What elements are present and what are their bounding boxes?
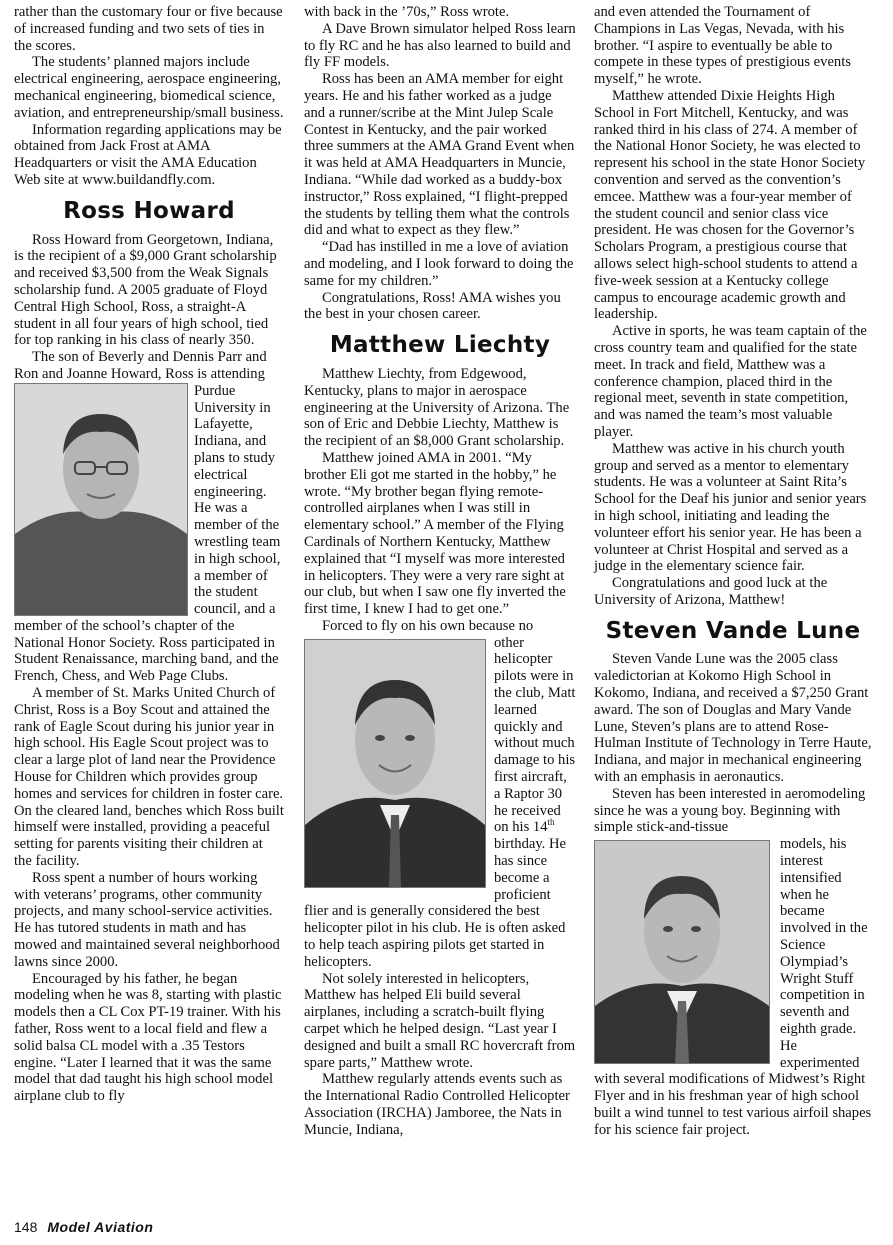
paragraph: The students’ planned majors include electrical engineering, aerospace engineering, mechanical engineering, biomedical science, aviation, and entrepreneurship/small business. <box>14 54 284 121</box>
paragraph: Ross spent a number of hours working with veterans’ programs, other community projects, and many school-service activities. He has tutored students in math and has mowed and maintained several neighborhood lawns since 2000. <box>14 869 280 970</box>
page-footer <box>14 1219 153 1235</box>
column-2 <box>304 4 576 1139</box>
paragraph: Purdue University in Lafayette, Indiana, and plans to study electrical engineering. He was a member of the wrestling team in high school, a member of the student council, and a member of the school’s chapter of the National Honor Society. Ross participated in Student Renaissance, marching band, and the French, Chess, and Web Page Clubs. <box>14 382 281 685</box>
paragraph: rather than the customary four or five because of increased funding and two sets of ties in the scores. <box>14 4 283 54</box>
paragraph: and even attended the Tournament of Champions in Las Vegas, Nevada, with his brother. “I aspire to eventually be able to compete in these types of prestigious events myself,” he wrote. <box>594 4 851 88</box>
paragraph: with back in the ’70s,” Ross wrote. <box>304 4 510 20</box>
section-heading-matthew-liechty: Matthew Liechty <box>329 332 551 359</box>
paragraph: Ross Howard from Georgetown, Indiana, is the recipient of a $9,000 Grant scholarship and received $3,500 from the Weak Signals scholarship fund. A 2005 graduate of Floyd Central High School, Ross, a straight-A student in all four years of high school, tied for top ranking in his class of nearly 350. <box>14 231 277 349</box>
paragraph: Congratulations and good luck at the University of Arizona, Matthew! <box>594 575 828 608</box>
page-number: 148 <box>14 1219 38 1235</box>
paragraph: A member of St. Marks United Church of Christ, Ross is a Boy Scout and attained the rank of Eagle Scout during his junior year in high school. His Eagle Scout project was to clear a large plot of land near the Providence House for Children which provides group homes and services for children in foster care. On the cleared land, benches which Ross built himself were installed, providing a peaceful setting for parents visiting their children at the facility. <box>14 685 284 870</box>
section-heading-steven-vande-lune: Steven Vande Lune <box>605 617 861 644</box>
text-run: other helicopter pilots were in the club, Matt learned quickly and without much damage to his first aircraft, a Raptor 30 he received on his 14 <box>494 634 576 836</box>
paragraph: Congratulations, Ross! AMA wishes you the best in your chosen career. <box>304 289 561 323</box>
paragraph: Active in sports, he was team captain of the cross country team and qualified for the state meet. In track and field, Matthew was a conference champion, placed third in the regional meet, seventh in state competition, and was named the team’s most valuable player. <box>594 323 867 440</box>
paragraph: “Dad has instilled in me a love of aviation and modeling, and I look forward to doing the same for my children.” <box>304 239 574 289</box>
paragraph: Matthew joined AMA in 2001. “My brother Eli got me started in the hobby,” he wrote. “My brother began flying remote-controlled airplanes when I was still in elementary school.” A member of the Flying Cardinals of Northern Kentucky, Matthew explained that “I myself was more interested in helicopters. They were a very rare sight at our club, but when I saw one fly inverted the first time, I knew I had to get one.” <box>304 449 566 618</box>
text-run: birthday. He has since become a proficient flier and is generally considered the best helicopter pilot in his club. He is often asked to help teach aspiring pilots get started in helicopters. <box>304 836 566 970</box>
paragraph: models, his interest intensified when he became involved in the Science Olympiad’s Wright Stuff competition in seventh and eighth grade. He experimented with several modifications of Midwest’s Right Flyer and in his freshman year of high school built a wind tunnel to test various airfoil shapes for his science fair project. <box>594 836 872 1138</box>
ross-howard-photo <box>14 383 188 616</box>
paragraph: Matthew Liechty, from Edgewood, Kentucky, plans to major in aerospace engineering at the University of Arizona. The son of Eric and Debbie Liechty, Matthew is the recipient of an $8,000 Grant scholarship. <box>304 365 570 450</box>
paragraph: Not solely interested in helicopters, Matthew has helped Eli build several airplanes, including a scratch-built flying carpet which he helped design. “Last year I designed and built a small RC hovercraft from spare parts,” Matthew wrote. <box>304 970 576 1071</box>
paragraph: Steven has been interested in aeromodeling since he was a young boy. Beginning with simple stick-and-tissue <box>594 785 866 836</box>
paragraph: Matthew attended Dixie Heights High School in Fort Mitchell, Kentucky, and was ranked third in his class of 274. A member of the National Honor Society, he was elected to represent his school in the state Honor Society convention and served as the convention’s emcee. Matthew was a four-year member of the student council and senior class vice president. He was chosen for the Governor’s Scholars Program, a prestigious course that allows select high-school students to attend a five-week session at a Kentucky college campus to encourage academic growth and leadership. <box>594 87 866 323</box>
superscript: th <box>547 817 555 828</box>
paragraph: Forced to fly on his own because no <box>322 617 534 634</box>
paragraph: Steven Vande Lune was the 2005 class valedictorian at Kokomo High School in Kokomo, Indiana, and received a $7,250 Grant award. The son of Douglas and Mary Vande Lune, Steven’s plans are to attend Rose-Hulman Institute of Technology in Terre Haute, Indiana, and major in mechanical engineering with an emphasis in aeronautics. <box>594 651 872 786</box>
paragraph: The son of Beverly and Dennis Parr and Ron and Joanne Howard, Ross is attending <box>14 349 267 382</box>
section-heading-ross-howard: Ross Howard <box>63 197 235 224</box>
paragraph: Matthew regularly attends events such as the International Radio Controlled Helicopter Association (IRCHA) Jamboree, the Nats in Muncie, Indiana, <box>304 1071 570 1138</box>
steven-vande-lune-photo <box>594 840 770 1064</box>
column-1 <box>14 4 284 1105</box>
paragraph: Information regarding applications may be obtained from Jack Frost at AMA Headquarters or visit the AMA Education Web site at www.buildandfly.com. <box>14 121 282 188</box>
paragraph: Matthew was active in his church youth group and served as a mentor to elementary students. He was a volunteer at Saint Rita’s School for the Deaf his junior and senior years in high school, initiating and leading the volunteer effort his senior year. He has been a volunteer at Christ Hospital and served as a judge in the elementary science fair. <box>594 440 867 575</box>
magazine-name: Model Aviation <box>47 1219 154 1235</box>
paragraph: A Dave Brown simulator helped Ross learn to fly RC and he has also learned to build and fly FF models. <box>304 20 576 71</box>
matthew-liechty-photo <box>304 639 486 888</box>
paragraph: Ross has been an AMA member for eight years. He and his father worked as a judge and a runner/scribe at the Mint Julep Scale Contest in Kentucky, and the pair worked three summers at the AMA Grand Event when it was held at AMA Headquarters in Muncie, Indiana. “While dad worked as a buddy-box instructor,” Ross explained, “I flight-prepped the students by telling them what the controls did and what to expect as they flew.” <box>304 71 575 239</box>
column-3 <box>594 4 872 1139</box>
paragraph: Encouraged by his father, he began modeling when he was 8, starting with plastic models then a CL Cox PT-19 trainer. With his father, Ross went to a local field and flew a solid balsa CL model with a .35 Testors engine. “Later I learned that it was the same model that dad taught his high school model airplane club to fly <box>14 970 282 1105</box>
